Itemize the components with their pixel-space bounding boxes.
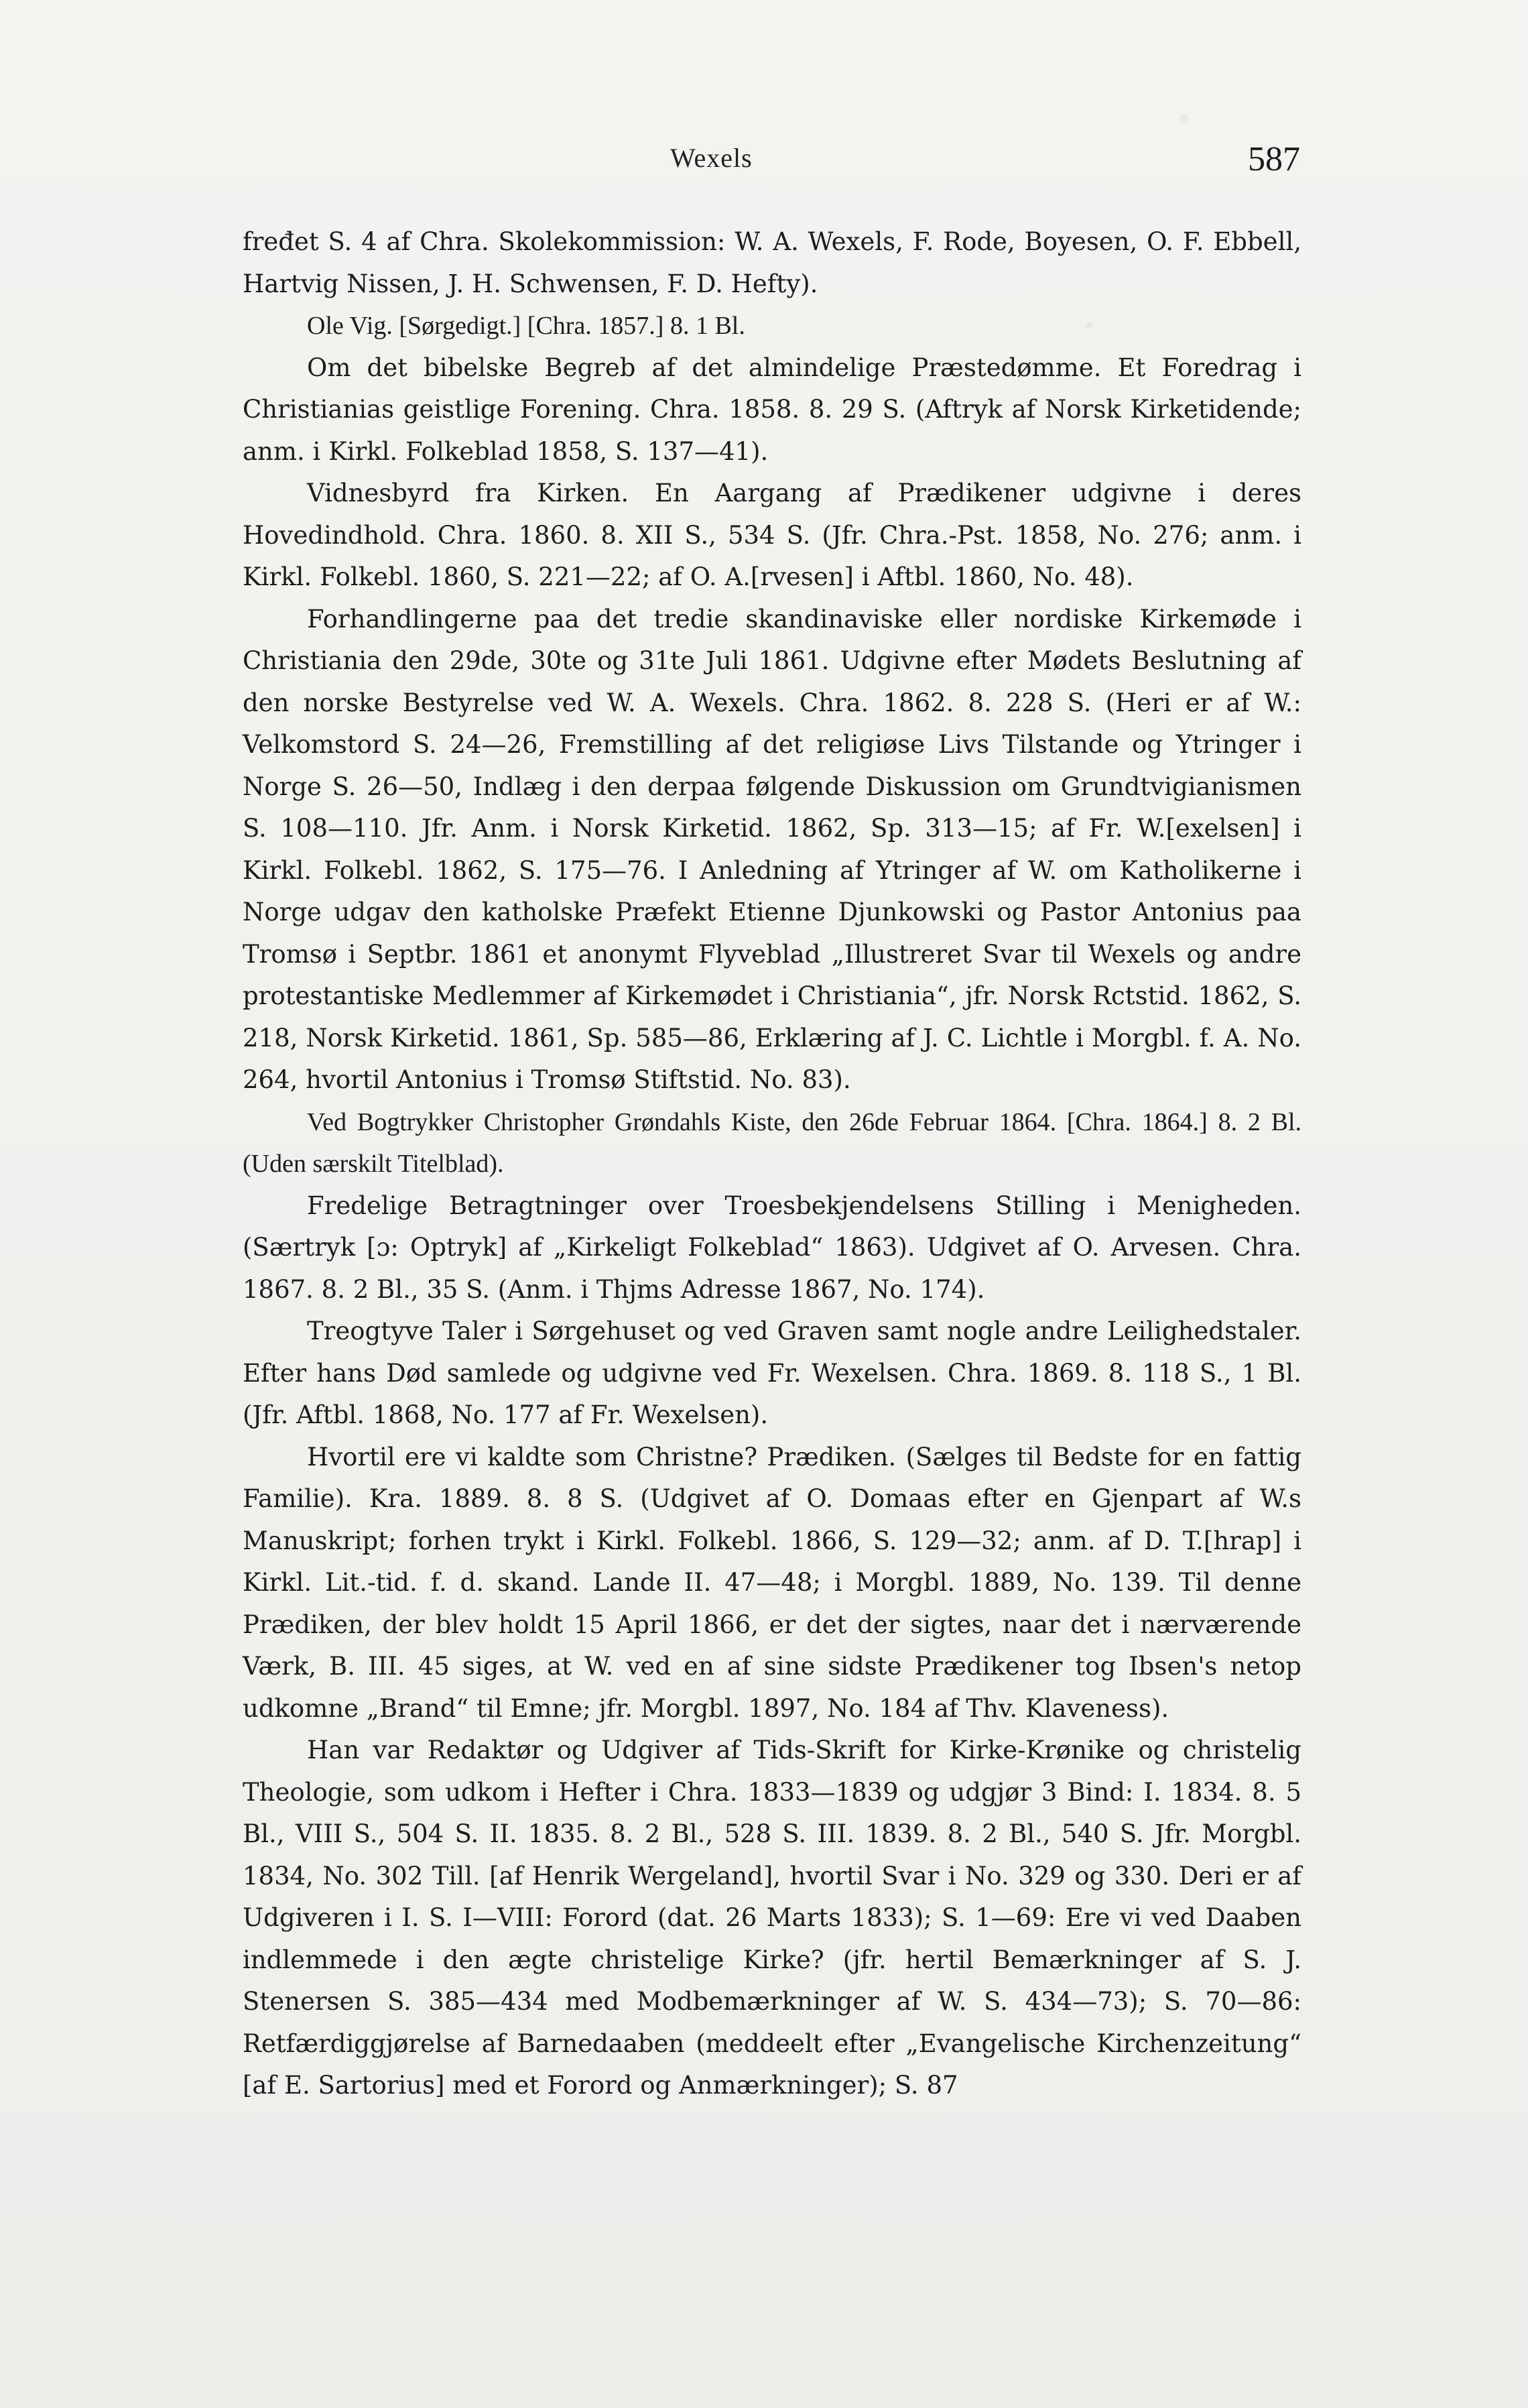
paragraph-vidnesbyrd: Vidnesbyrd fra Kirken. En Aargang af Prædikener udgivne i deres Hovedindhold. Chra. 1860. 8. XII S., 534 S. (Jfr. Chra.-Pst. 1858, No. 276; anm. i Kirkl. Folkebl. 1860, S. 221—22; af O. A.[rvesen] i Aftbl. 1860, No. 48). — [243, 479, 1301, 591]
paragraph-continuation: fređet S. 4 af Chra. Skolekommission: W. A. Wexels, F. Rode, Boyesen, O. F. Ebbell, Hartvig Nissen, J. H. Schwensen, F. D. Hefty). — [243, 227, 1301, 298]
paragraph-treogtyve: Treogtyve Taler i Sørgehuset og ved Graven samt nogle andre Leilighedstaler. Efter hans Død samlede og udgivne ved Fr. Wexelsen. Chra. 1869. 8. 118 S., 1 Bl. (Jfr. Aftbl. 1868, No. 177 af Fr. Wexelsen). — [243, 1317, 1301, 1429]
paragraph-hvortil: Hvortil ere vi kaldte som Christne? Prædiken. (Sælges til Bedste for en fattig Familie). Kra. 1889. 8. 8 S. (Udgivet af O. Domaas efter en Gjenpart af W.s Manuskript; forhen trykt i Kirkl. Folkebl. 1866, S. 129—32; anm. af D. T.[hrap] i Kirkl. Lit.-tid. f. d. skand. Lande II. 47—48; i Morgbl. 1889, No. 139. Til denne Prædiken, der blev holdt 15 April 1866, er det der sigtes, naar det i nærværende Værk, B. III. 45 siges, at W. ved en af sine sidste Prædikener tog Ibsen's netop udkomne „Brand“ til Emne; jfr. Morgbl. 1897, No. 184 af Thv. Klaveness). — [243, 1442, 1301, 1723]
paragraph-kirkemode: Forhandlingerne paa det tredie skandinaviske eller nordiske Kirkemøde i Christiania den 29de, 30te og 31te Juli 1861. Udgivne efter Mødets Beslutning af den norske Bestyrelse ved W. A. Wexels. Chra. 1862. 8. 228 S. (Heri er af W.: Velkomstord S. 24—26, Fremstilling af det religiøse Livs Tilstande og Ytringer i Norge S. 26—50, Indlæg i den derpaa følgende Diskussion om Grundtvigianismen S. 108—110. Jfr. Anm. i Norsk Kirketid. 1862, Sp. 313—15; af Fr. W.[exelsen] i Kirkl. Folkebl. 1862, S. 175—76. I Anledning af Ytringer af W. om Katholikerne i Norge udgav den katholske Præfekt Etienne Djunkowski og Pastor Antonius paa Tromsø i Septbr. 1861 et anonymt Flyveblad „Illustreret Svar til Wexels og andre protestantiske Medlemmer af Kirkemødet i Christiania“, jfr. Norsk Rctstid. 1862, S. 218, Norsk Kirketid. 1861, Sp. 585—86, Erklæring af J. C. Lichtle i Morgbl. f. A. No. 264, hvortil Antonius i Tromsø Stiftstid. No. 83). — [243, 604, 1301, 1094]
body-text — [243, 221, 1301, 2107]
paragraph-grondahl: Ved Bogtrykker Christopher Grøndahls Kiste, den 26de Februar 1864. [Chra. 1864.] 8. 2 Bl. (Uden særskilt Titelblad). — [243, 1107, 1301, 1178]
paragraph-tidsskrift: Han var Redaktør og Udgiver af Tids-Skrift for Kirke-Krønike og christelig Theologie, som udkom i Hefter i Chra. 1833—1839 og udgjør 3 Bind: I. 1834. 8. 5 Bl., VIII S., 504 S. II. 1835. 8. 2 Bl., 528 S. III. 1839. 8. 2 Bl., 540 S. Jfr. Morgbl. 1834, No. 302 Till. [af Henrik Wergeland], hvortil Svar i No. 329 og 330. Deri er af Udgiveren i I. S. I—VIII: Forord (dat. 26 Marts 1833); S. 1—69: Ere vi ved Daaben indlemmede i den ægte christelige Kirke? (jfr. hertil Bemærkninger af S. J. Stenersen S. 385—434 med Modbemærkninger af W. S. 434—73); S. 70—86: Retfærdiggjørelse af Barnedaaben (meddeelt efter „Evangelische Kirchenzeitung“ [af E. Sartorius] med et Forord og Anmærkninger); S. 87 — [243, 1736, 1301, 2100]
paragraph-ole-vig: Ole Vig. [Sørgedigt.] [Chra. 1857.] 8. 1 Bl. — [307, 312, 745, 340]
running-head: Wexels — [670, 143, 753, 173]
paragraph-praestedomme: Om det bibelske Begreb af det almindelige Præstedømme. Et Foredrag i Christianias geistlige Forening. Chra. 1858. 8. 29 S. (Aftryk af Norsk Kirketidende; anm. i Kirkl. Folkeblad 1858, S. 137—41). — [243, 353, 1301, 466]
paper-speck — [1180, 114, 1189, 123]
paragraph-fredelige: Fredelige Betragtninger over Troesbekjendelsens Stilling i Menigheden. (Særtryk [ɔ: Optryk] af „Kirkeligt Folkeblad“ 1863). Udgivet af O. Arvesen. Chra. 1867. 8. 2 Bl., 35 S. (Anm. i Thjms Adresse 1867, No. 174). — [243, 1191, 1301, 1304]
page-number: 587 — [1248, 140, 1300, 178]
